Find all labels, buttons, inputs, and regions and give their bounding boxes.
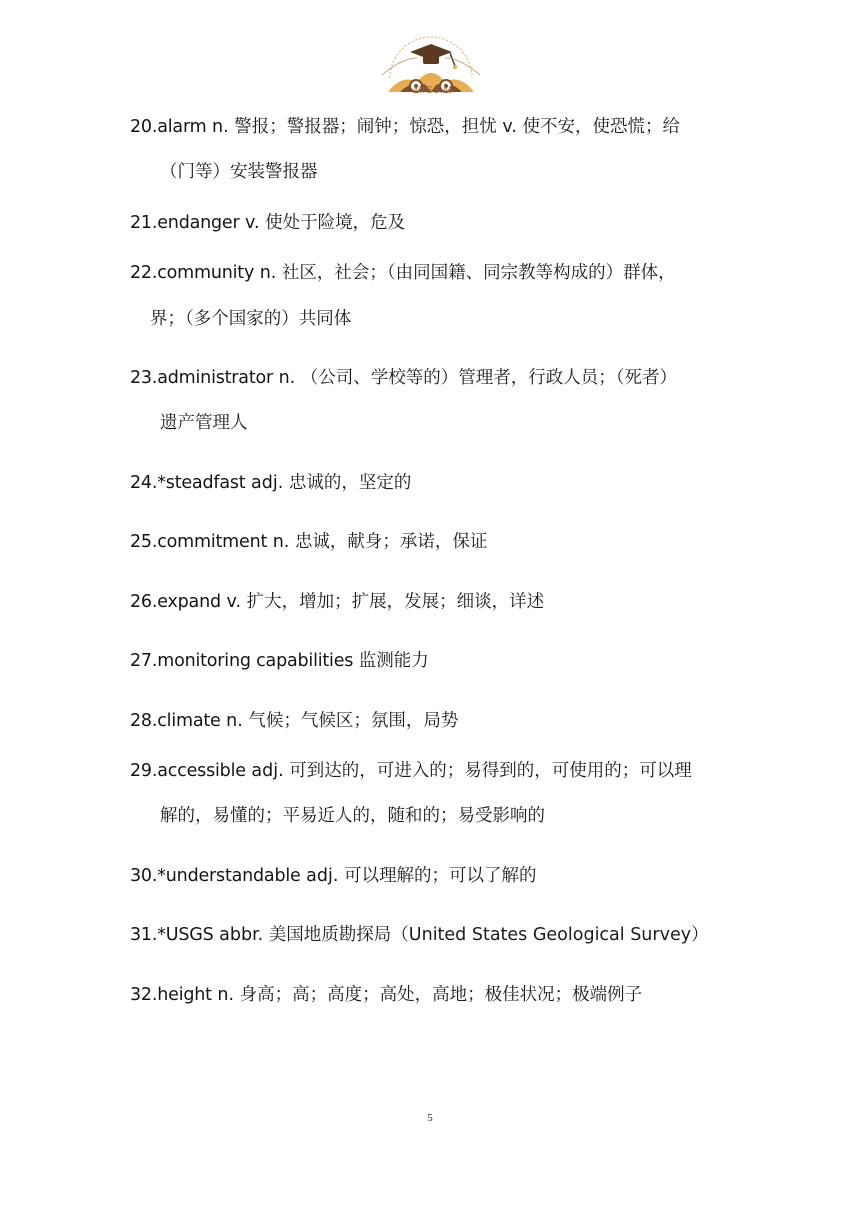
entry-head: 21.endanger [130, 213, 240, 233]
entry-pos: n. [220, 711, 249, 731]
entry-head: 29.accessible [130, 761, 246, 781]
vocab-entry-22-continuation: 界；（多个国家的）共同体 [150, 309, 352, 329]
entry-pos: n. [267, 532, 295, 552]
entry-pos: abbr. [213, 925, 269, 945]
vocab-entry-24 [130, 461, 740, 506]
vocab-entry-28 [130, 699, 740, 744]
brand-name: MISS.M [413, 85, 453, 96]
vocab-entry-20 [130, 105, 740, 150]
entry-pos: n. [273, 368, 301, 388]
entry-head: 32.height [130, 985, 212, 1005]
vocab-entry-20-continuation: （门等）安装警报器 [160, 162, 318, 182]
entry-head: 30.*understandable [130, 866, 301, 886]
entry-head: 24.*steadfast [130, 473, 246, 493]
entry-head: 28.climate [130, 711, 221, 731]
entry-definition: 气候；气候区；氛围，局势 [248, 711, 459, 731]
vocab-entry-31 [130, 913, 740, 958]
entry-definition: 社区，社会；（由同国籍、同宗教等构成的）群体， [281, 263, 676, 283]
entry-pos: adj. [245, 761, 290, 781]
vocab-entry-21 [130, 201, 740, 246]
entry-definition: 扩大，增加；扩展，发展；细谈，详述 [246, 592, 545, 612]
entry-definition: （公司、学校等的）管理者，行政人员；（死者） [300, 368, 678, 388]
page-number: 5 [427, 1112, 433, 1124]
entry-head: 23.administrator [130, 368, 273, 388]
entry-definition: 身高；高；高度；高处，高地；极佳状况；极端例子 [239, 985, 643, 1005]
vocab-entry-32 [130, 973, 740, 1018]
entry-head: 22.community [130, 263, 255, 283]
entry-definition: 可以理解的；可以了解的 [344, 866, 537, 886]
entry-head: 31.*USGS [130, 925, 214, 945]
entry-definition: 美国地质勘探局（United States Geological Survey） [268, 925, 709, 945]
entry-head: 26.expand [130, 592, 221, 612]
entry-pos: v. [239, 213, 266, 233]
vocab-entry-25 [130, 520, 740, 565]
entry-pos: n. [211, 985, 240, 1005]
vocab-entry-22 [130, 251, 740, 296]
vocab-entry-27 [130, 639, 740, 684]
entry-definition: 可到达的，可进入的；易得到的，可使用的；可以理 [289, 761, 692, 781]
vocab-entry-30 [130, 854, 740, 899]
vocab-entry-29 [130, 749, 740, 794]
entry-definition: 忠诚的，坚定的 [288, 473, 412, 493]
vocab-entry-23 [130, 356, 740, 401]
entry-definition: 警报；警报器；闹钟；惊恐，担忧 v. 使不安，使恐慌；给 [234, 117, 680, 137]
vocab-entry-29-continuation: 解的，易懂的；平易近人的，随和的；易受影响的 [160, 806, 545, 826]
entry-pos: n. [254, 263, 282, 283]
entry-head: 25.commitment [130, 532, 268, 552]
entry-definition: 使处于险境，危及 [265, 213, 406, 233]
entry-pos: v. [220, 592, 247, 612]
entry-pos: n. [206, 117, 235, 137]
entry-definition: 监测能力 [358, 651, 429, 671]
entry-pos: adj. [300, 866, 344, 886]
entry-pos: adj. [245, 473, 289, 493]
vocab-entry-26 [130, 580, 740, 625]
entry-head: 27.monitoring capabilities [130, 651, 354, 671]
entry-definition: 忠诚，献身；承诺，保证 [294, 532, 488, 552]
vocab-entry-23-continuation: 遗产管理人 [160, 413, 248, 433]
entry-head: 20.alarm [130, 117, 207, 137]
